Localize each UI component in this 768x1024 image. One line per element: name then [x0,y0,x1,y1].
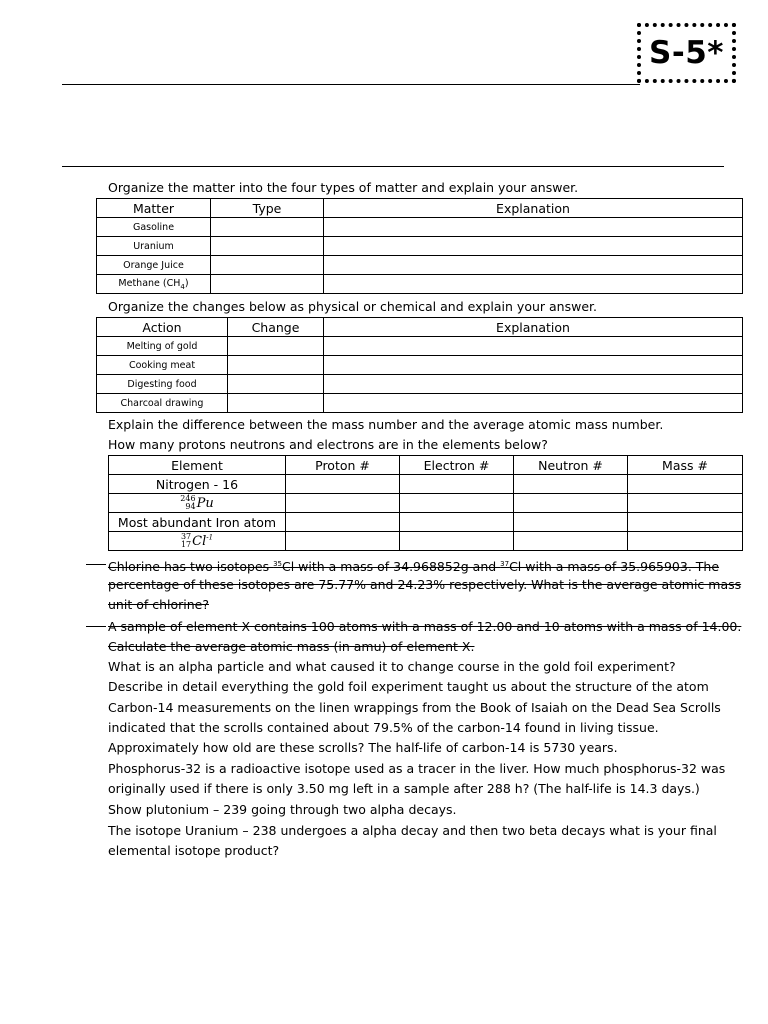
question-uranium-line-1: The isotope Uranium – 238 undergoes a alpha decay and then two beta decays what is your final [108,823,717,838]
matter-cell: Gasoline [97,218,211,237]
methane-subscript: 4 [180,282,185,291]
question-carbon14-line-3: Approximately how old are these scrolls? The half-life of carbon-14 is 5730 years. [108,740,618,755]
explanation-answer-cell[interactable] [324,337,743,356]
neutron-answer-cell[interactable] [514,532,628,551]
explanation-answer-cell[interactable] [324,394,743,413]
element-cell: Nitrogen - 16 [109,475,286,494]
table-row [97,256,743,275]
electron-answer-cell[interactable] [400,494,514,513]
isotope-mass-sup: 37 [500,560,510,568]
question-element-x-line-2: Calculate the average atomic mass (in amu) of element X. [108,639,475,654]
question-element-x-line-1: A sample of element X contains 100 atoms with a mass of 12.00 and 10 atoms with a mass of 14.00. [108,619,742,634]
matter-table [96,198,743,294]
matter-cell [97,275,211,294]
electron-answer-cell[interactable] [400,532,514,551]
column-header: Explanation [324,199,743,218]
question-chlorine-line-1 [108,555,719,576]
column-header: Action [97,318,228,337]
section2-prompt: Organize the changes below as physical or chemical and explain your answer. [108,299,597,314]
question-text: Chlorine has two isotopes [108,559,274,575]
changes-table [96,317,743,413]
proton-answer-cell[interactable] [286,475,400,494]
header-divider [62,166,724,167]
mass-answer-cell[interactable] [628,513,743,532]
explanation-answer-cell[interactable] [324,237,743,256]
section1-prompt: Organize the matter into the four types of matter and explain your answer. [108,180,579,195]
proton-answer-cell[interactable] [286,494,400,513]
table-header-row [97,199,743,218]
change-answer-cell[interactable] [228,337,324,356]
isotope-symbol: Cl [192,533,207,549]
question-alpha-particle: What is an alpha particle and what caused it to change course in the gold foil experiment? [108,659,676,674]
section3-prompt-1: Explain the difference between the mass number and the average atomic mass number. [108,417,664,432]
question-chlorine-line-3: unit of chlorine? [108,597,209,612]
change-answer-cell[interactable] [228,375,324,394]
table-row [109,475,743,494]
methane-close: ) [184,277,189,289]
section3-prompt-2: How many protons neutrons and electrons are in the elements below? [108,437,548,452]
question-chlorine-line-2: percentage of these isotopes are 75.77% and 24.23% respectively. What is the average atomic mass [108,577,742,592]
neutron-answer-cell[interactable] [514,513,628,532]
change-answer-cell[interactable] [228,356,324,375]
action-cell: Cooking meat [97,356,228,375]
column-header: Neutron # [514,456,628,475]
type-answer-cell[interactable] [211,275,324,294]
column-header: Mass # [628,456,743,475]
table-header-row [109,456,743,475]
table-row [97,394,743,413]
column-header: Element [109,456,286,475]
worksheet-code-badge [637,23,736,83]
question-uranium-line-2: elemental isotope product? [108,843,280,858]
column-header: Proton # [286,456,400,475]
action-cell: Melting of gold [97,337,228,356]
question-text: Cl with a mass of 34.968852g and [282,559,501,575]
proton-answer-cell[interactable] [286,513,400,532]
isotope-charge: -1 [206,533,214,542]
worksheet-code: S-5* [649,35,724,71]
explanation-answer-cell[interactable] [324,256,743,275]
table-header-row [97,318,743,337]
margin-tick [86,626,106,627]
isotope-notation [180,496,213,511]
mass-answer-cell[interactable] [628,532,743,551]
column-header: Explanation [324,318,743,337]
column-header: Electron # [400,456,514,475]
question-carbon14-line-1: Carbon-14 measurements on the linen wrappings from the Book of Isaiah on the Dead Sea Scrolls [108,700,721,715]
question-plutonium: Show plutonium – 239 going through two alpha decays. [108,802,457,817]
matter-cell: Orange Juice [97,256,211,275]
matter-cell: Uranium [97,237,211,256]
isotope-mass-number: 37 [180,532,192,542]
question-phosphorus-line-2: originally used if there is only 3.50 mg left in a sample after 288 h? (The half-life is 14.3 days.) [108,781,700,796]
explanation-answer-cell[interactable] [324,375,743,394]
neutron-answer-cell[interactable] [514,475,628,494]
margin-tick [86,564,106,565]
mass-answer-cell[interactable] [628,475,743,494]
action-cell: Charcoal drawing [97,394,228,413]
isotope-atomic-number: 94 [185,502,196,512]
question-gold-foil: Describe in detail everything the gold foil experiment taught us about the structure of the atom [108,679,709,694]
explanation-answer-cell[interactable] [324,275,743,294]
column-header: Matter [97,199,211,218]
table-row [97,237,743,256]
isotope-symbol: Pu [196,495,214,511]
explanation-answer-cell[interactable] [324,356,743,375]
table-row [109,513,743,532]
table-row [97,356,743,375]
question-carbon14-line-2: indicated that the scrolls contained about 79.5% of the carbon-14 found in living tissue. [108,720,659,735]
question-phosphorus-line-1: Phosphorus-32 is a radioactive isotope used as a tracer in the liver. How much phosphorus-32 was [108,761,726,776]
electron-answer-cell[interactable] [400,475,514,494]
type-answer-cell[interactable] [211,218,324,237]
column-header: Type [211,199,324,218]
isotope-atomic-number: 17 [180,540,192,550]
type-answer-cell[interactable] [211,237,324,256]
element-cell [109,494,286,513]
elements-table [108,455,743,551]
question-text: Cl with a mass of 35.965903. The [509,559,720,575]
table-row [97,218,743,237]
action-cell: Digesting food [97,375,228,394]
column-header: Change [228,318,324,337]
methane-label: Methane (CH [118,277,181,289]
element-cell: Most abundant Iron atom [109,513,286,532]
neutron-answer-cell[interactable] [514,494,628,513]
type-answer-cell[interactable] [211,256,324,275]
table-row [109,494,743,513]
table-row [97,375,743,394]
mass-answer-cell[interactable] [628,494,743,513]
proton-answer-cell[interactable] [286,532,400,551]
isotope-notation [181,534,213,549]
change-answer-cell[interactable] [228,394,324,413]
table-row [109,532,743,551]
element-cell [109,532,286,551]
explanation-answer-cell[interactable] [324,218,743,237]
name-line [62,84,640,85]
isotope-mass-sup: 35 [273,560,282,568]
electron-answer-cell[interactable] [400,513,514,532]
table-row [97,275,743,294]
table-row [97,337,743,356]
isotope-mass-number: 246 [180,494,196,504]
